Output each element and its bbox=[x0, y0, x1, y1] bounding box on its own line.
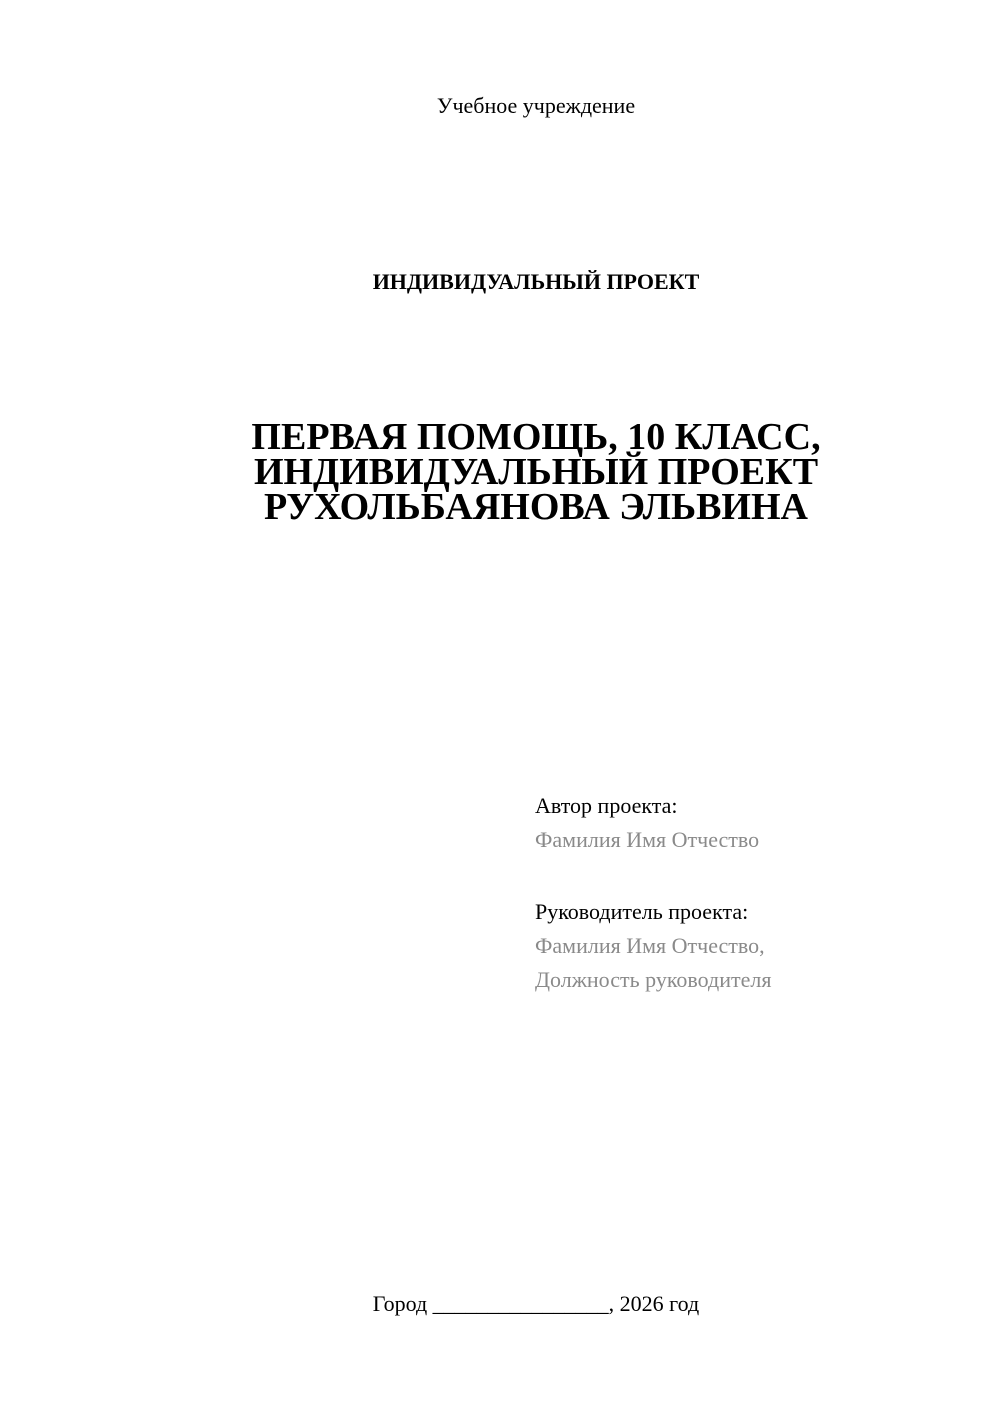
supervisor-position: Должность руководителя bbox=[535, 967, 772, 992]
city-year-line: Город ________________, 2026 год bbox=[372, 1291, 700, 1316]
supervisor-label: Руководитель проекта: bbox=[535, 899, 749, 924]
project-title-line-1: ПЕРВАЯ ПОМОЩЬ, 10 КЛАСС, bbox=[251, 416, 821, 458]
credits-spacer bbox=[535, 857, 975, 895]
credits-block bbox=[535, 789, 975, 997]
project-title-line-2: ИНДИВИДУАЛЬНЫЙ ПРОЕКТ bbox=[253, 451, 819, 493]
project-title bbox=[0, 416, 1000, 528]
project-title-line-3: РУХОЛЬБАЯНОВА ЭЛЬВИНА bbox=[263, 486, 808, 528]
institution-name: Учебное учреждение bbox=[436, 93, 636, 118]
author-name: Фамилия Имя Отчество bbox=[535, 827, 760, 852]
author-label: Автор проекта: bbox=[535, 793, 678, 818]
supervisor-name: Фамилия Имя Отчество, bbox=[535, 933, 765, 958]
document-type: ИНДИВИДУАЛЬНЫЙ ПРОЕКТ bbox=[372, 269, 700, 294]
